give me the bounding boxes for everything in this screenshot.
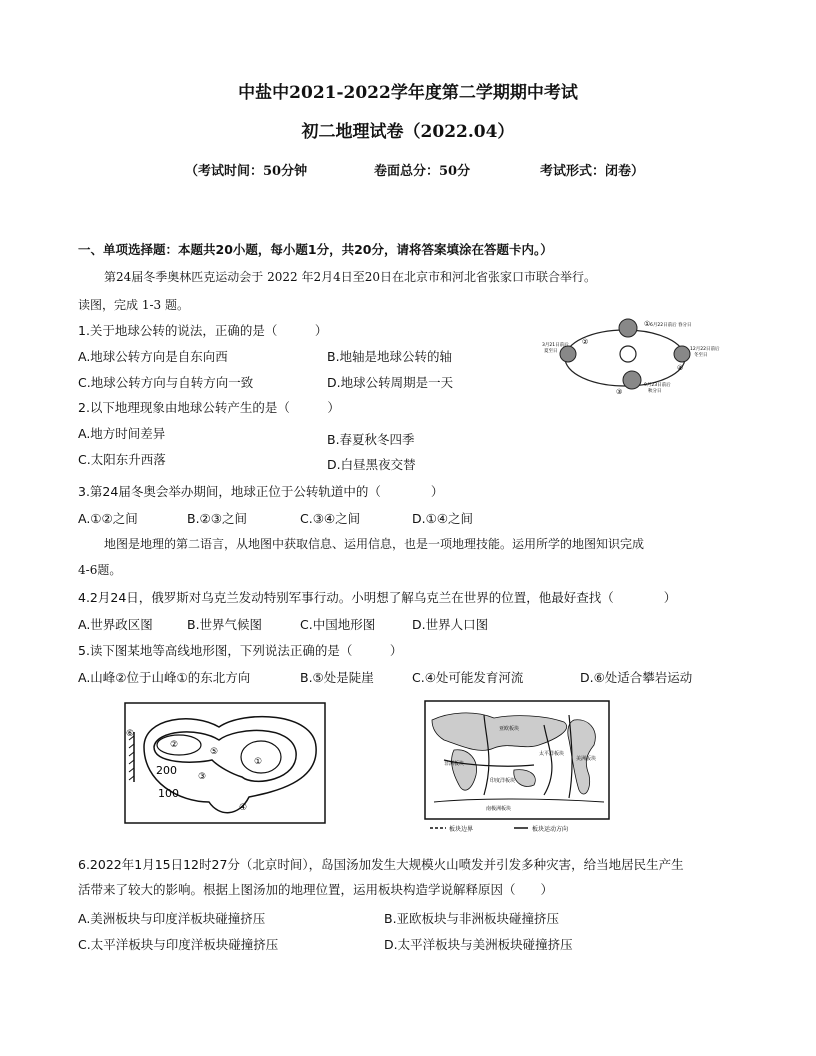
legend-boundary-label: 板块边界	[449, 826, 474, 833]
q2-option-d: D.白昼黑夜交替	[327, 457, 416, 472]
q4-option-c: C.中国地形图	[300, 617, 376, 632]
contour-label-100: 100	[158, 787, 179, 800]
label-pacific-plate: 太平洋板块	[539, 751, 565, 757]
q3-option-d: D.①④之间	[412, 511, 474, 526]
orbit-label-3: ③	[616, 388, 623, 396]
question-2-stem: 2.以下地理现象由地球公转产生的是（ ）	[78, 400, 340, 415]
q6-option-b: B.亚欧板块与非洲板块碰撞挤压	[384, 911, 560, 926]
legend-motion-label: 板块运动方向	[532, 826, 569, 833]
orbit-label-bottom1: 9月23日前后	[644, 383, 671, 388]
question-1-stem: 1.关于地球公转的说法，正确的是（ ）	[78, 323, 328, 338]
q2-option-c: C.太阳东升西落	[78, 452, 166, 467]
exam-title: 中盐中2021-2022学年度第二学期期中考试	[238, 83, 578, 103]
peak-1-label: ①	[254, 757, 263, 767]
orbit-label-4: ④	[677, 364, 684, 372]
orbit-label-left2: 夏至日	[544, 349, 558, 354]
label-eurasian-plate: 亚欧板块	[499, 726, 520, 732]
question-6-stem: 6.2022年1月15日12时27分（北京时间），岛国汤加发生大规模火山喷发并引发多种灾害，给当地居民生产生	[78, 857, 684, 872]
exam-form: 考试形式：闭卷）	[540, 164, 645, 179]
intro-paragraph-2: 地图是地理的第二语言，从地图中获取信息、运用信息，也是一项地理技能。运用所学的地图知识完成	[104, 537, 645, 551]
point-6-label: ⑥	[126, 729, 135, 739]
sun-icon	[620, 346, 636, 362]
point-4-label: ④	[239, 803, 248, 813]
intro-paragraph-1: 第24届冬季奥林匹克运动会于 2022 年2月4日至20日在北京市和河北省张家口市联合举行。	[104, 270, 596, 284]
q1-option-b: B.地轴是地球公转的轴	[327, 349, 453, 364]
label-african-plate: 非洲板块	[444, 761, 465, 767]
q4-option-a: A.世界政区图	[78, 617, 153, 632]
orbit-label-2: ②	[582, 338, 589, 346]
label-american-plate: 美洲板块	[576, 756, 597, 762]
earth-bottom-icon	[623, 371, 641, 389]
q1-option-d: D.地球公转周期是一天	[327, 375, 454, 390]
question-5-stem: 5.读下图某地等高线地形图，下列说法正确的是（ ）	[78, 643, 403, 658]
q3-option-b: B.②③之间	[187, 511, 247, 526]
q2-option-b: B.春夏秋冬四季	[327, 432, 415, 447]
earth-right-icon	[674, 346, 690, 362]
q2-option-a: A.地方时间差异	[78, 426, 166, 441]
q5-option-a: A.山峰②位于山峰①的东北方向	[78, 670, 251, 685]
q6-option-d: D.太平洋板块与美洲板块碰撞挤压	[384, 937, 573, 952]
q6-option-c: C.太平洋板块与印度洋板块碰撞挤压	[78, 937, 279, 952]
orbit-label-1: ①	[644, 320, 651, 328]
q4-option-d: D.世界人口图	[412, 617, 489, 632]
earth-top-icon	[619, 319, 637, 337]
q4-option-b: B.世界气候图	[187, 617, 263, 632]
orbit-label-right2: 冬至日	[694, 353, 708, 358]
contour-label-200: 200	[156, 764, 177, 777]
question-6-stem-cont: 活带来了较大的影响。根据上图汤加的地理位置，运用板块构造学说解释原因（ ）	[78, 882, 554, 897]
orbit-label-top: 6月22日前后 春分日	[650, 323, 692, 328]
q3-option-a: A.①②之间	[78, 511, 138, 526]
contour-map	[124, 702, 326, 824]
q1-option-c: C.地球公转方向与自转方向一致	[78, 375, 254, 390]
total-score: 卷面总分：50分	[374, 164, 471, 179]
q3-option-c: C.③④之间	[300, 511, 361, 526]
peak-2-label: ②	[170, 740, 179, 750]
point-5-label: ⑤	[210, 747, 219, 757]
label-antarctic-plate: 南极洲板块	[486, 806, 512, 812]
label-indian-plate: 印度洋板块	[490, 778, 516, 784]
intro-paragraph-1-cont: 读图，完成 1-3 题。	[78, 298, 189, 312]
question-3-stem: 3.第24届冬奥会举办期间，地球正位于公转轨道中的（ ）	[78, 484, 444, 499]
q6-option-a: A.美洲板块与印度洋板块碰撞挤压	[78, 911, 266, 926]
world-plates-map	[424, 700, 610, 836]
earth-left-icon	[560, 346, 576, 362]
q5-option-b: B.⑤处是陡崖	[300, 670, 374, 685]
question-4-stem: 4.2月24日，俄罗斯对乌克兰发动特别军事行动。小明想了解乌克兰在世界的位置，他最好查找（ ）	[78, 590, 677, 605]
orbit-label-right1: 12月22日前后	[690, 347, 720, 352]
exam-subtitle: 初二地理试卷（2022.04）	[301, 122, 515, 142]
q5-option-d: D.⑥处适合攀岩运动	[580, 670, 693, 685]
intro-paragraph-2-cont: 4-6题。	[78, 563, 122, 577]
orbit-label-left1: 3月21日前后	[542, 343, 569, 348]
exam-time: （考试时间：50分钟	[185, 164, 308, 179]
q5-option-c: C.④处可能发育河流	[412, 670, 524, 685]
q1-option-a: A.地球公转方向是自东向西	[78, 349, 228, 364]
point-3-label: ③	[198, 772, 207, 782]
orbit-label-bottom2: 秋分日	[648, 389, 662, 394]
section-heading: 一、单项选择题：本题共20小题，每小题1分，共20分，请将答案填涂在答题卡内。）	[78, 242, 553, 257]
earth-orbit-diagram	[540, 312, 720, 402]
